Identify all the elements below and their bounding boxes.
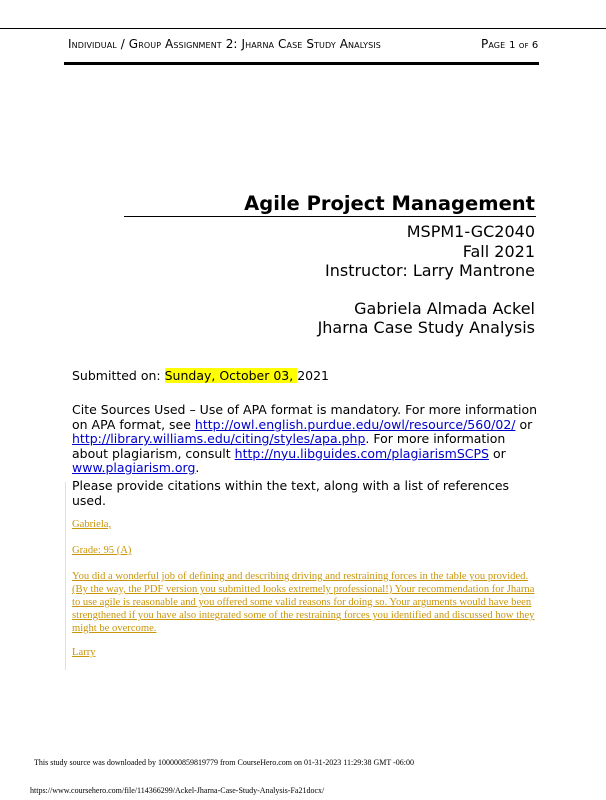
top-border-line — [0, 28, 606, 29]
comment-greeting: Gabriela, — [72, 519, 112, 530]
source-url: https://www.coursehero.com/file/114366299/Ackel-Jharna-Case-Study-Analysis-Fa21docx/ — [30, 786, 325, 795]
plagiarism-org-link[interactable]: www.plagiarism.org — [72, 460, 196, 475]
submission-year: 2021 — [297, 368, 329, 383]
assignment-name: Jharna Case Study Analysis — [317, 318, 535, 337]
submission-line — [72, 369, 542, 384]
cite-text-3: . For more information about plagiarism, consult — [72, 431, 506, 461]
nyu-plagiarism-link[interactable]: http://nyu.libguides.com/plagiarismSCPS — [234, 445, 489, 461]
page-number — [481, 37, 538, 51]
cite-text-1: Cite Sources Used – Use of APA format is mandatory. For more information on APA format, see — [72, 402, 538, 432]
course-code: MSPM1-GC2040 — [406, 222, 535, 241]
submission-date-highlight: Sunday, October 03, — [164, 368, 298, 383]
cite-text-2: or — [515, 416, 533, 432]
comment-grade: Grade: 95 (A) — [72, 545, 132, 556]
page-total: 6 — [531, 40, 539, 51]
course-term: Fall 2021 — [462, 242, 535, 261]
cite-text-4: or — [488, 445, 506, 461]
cite-sources-paragraph — [72, 403, 542, 476]
document-title: Agile Project Management — [244, 192, 535, 215]
comment-body: You did a wonderful job of defining and describing driving and restraining forces in the table you provided. (By the way, the PDF version you submitted looks extremely professional!) Your recommendation for Jharna to use agile is reasonable and you offered some valid reasons for doing so. Your arguments would have been strengthened if you have also integrated some of the restraining forces you identified and discussed how they might be overcome. — [72, 571, 535, 634]
page-label: Page — [481, 37, 510, 51]
running-header-title: Individual / Group Assignment 2: Jharna Case Study Analysis — [68, 37, 381, 51]
comment-margin-bar — [65, 482, 66, 670]
student-name: Gabriela Almada Ackel — [354, 299, 535, 318]
williams-apa-link[interactable]: http://library.williams.edu/citing/styles/apa.php — [72, 431, 366, 446]
citations-note: Please provide citations within the text, along with a list of references used. — [72, 478, 510, 508]
title-underline — [124, 216, 536, 217]
submission-label: Submitted on: — [72, 368, 165, 383]
purdue-owl-link[interactable]: http://owl.english.purdue.edu/owl/resource/560/02/ — [194, 416, 516, 432]
cite-text-5: . — [195, 460, 200, 475]
header-divider — [64, 62, 539, 65]
comment-signature: Larry — [72, 647, 96, 658]
page-current: 1 — [509, 40, 516, 51]
instructor-name: Instructor: Larry Mantrone — [325, 261, 535, 280]
page-of: of — [515, 40, 532, 51]
download-notice: This study source was downloaded by 100000859819779 from CourseHero.com on 01-31-2023 11:29:38 GMT -06:00 — [34, 758, 414, 767]
